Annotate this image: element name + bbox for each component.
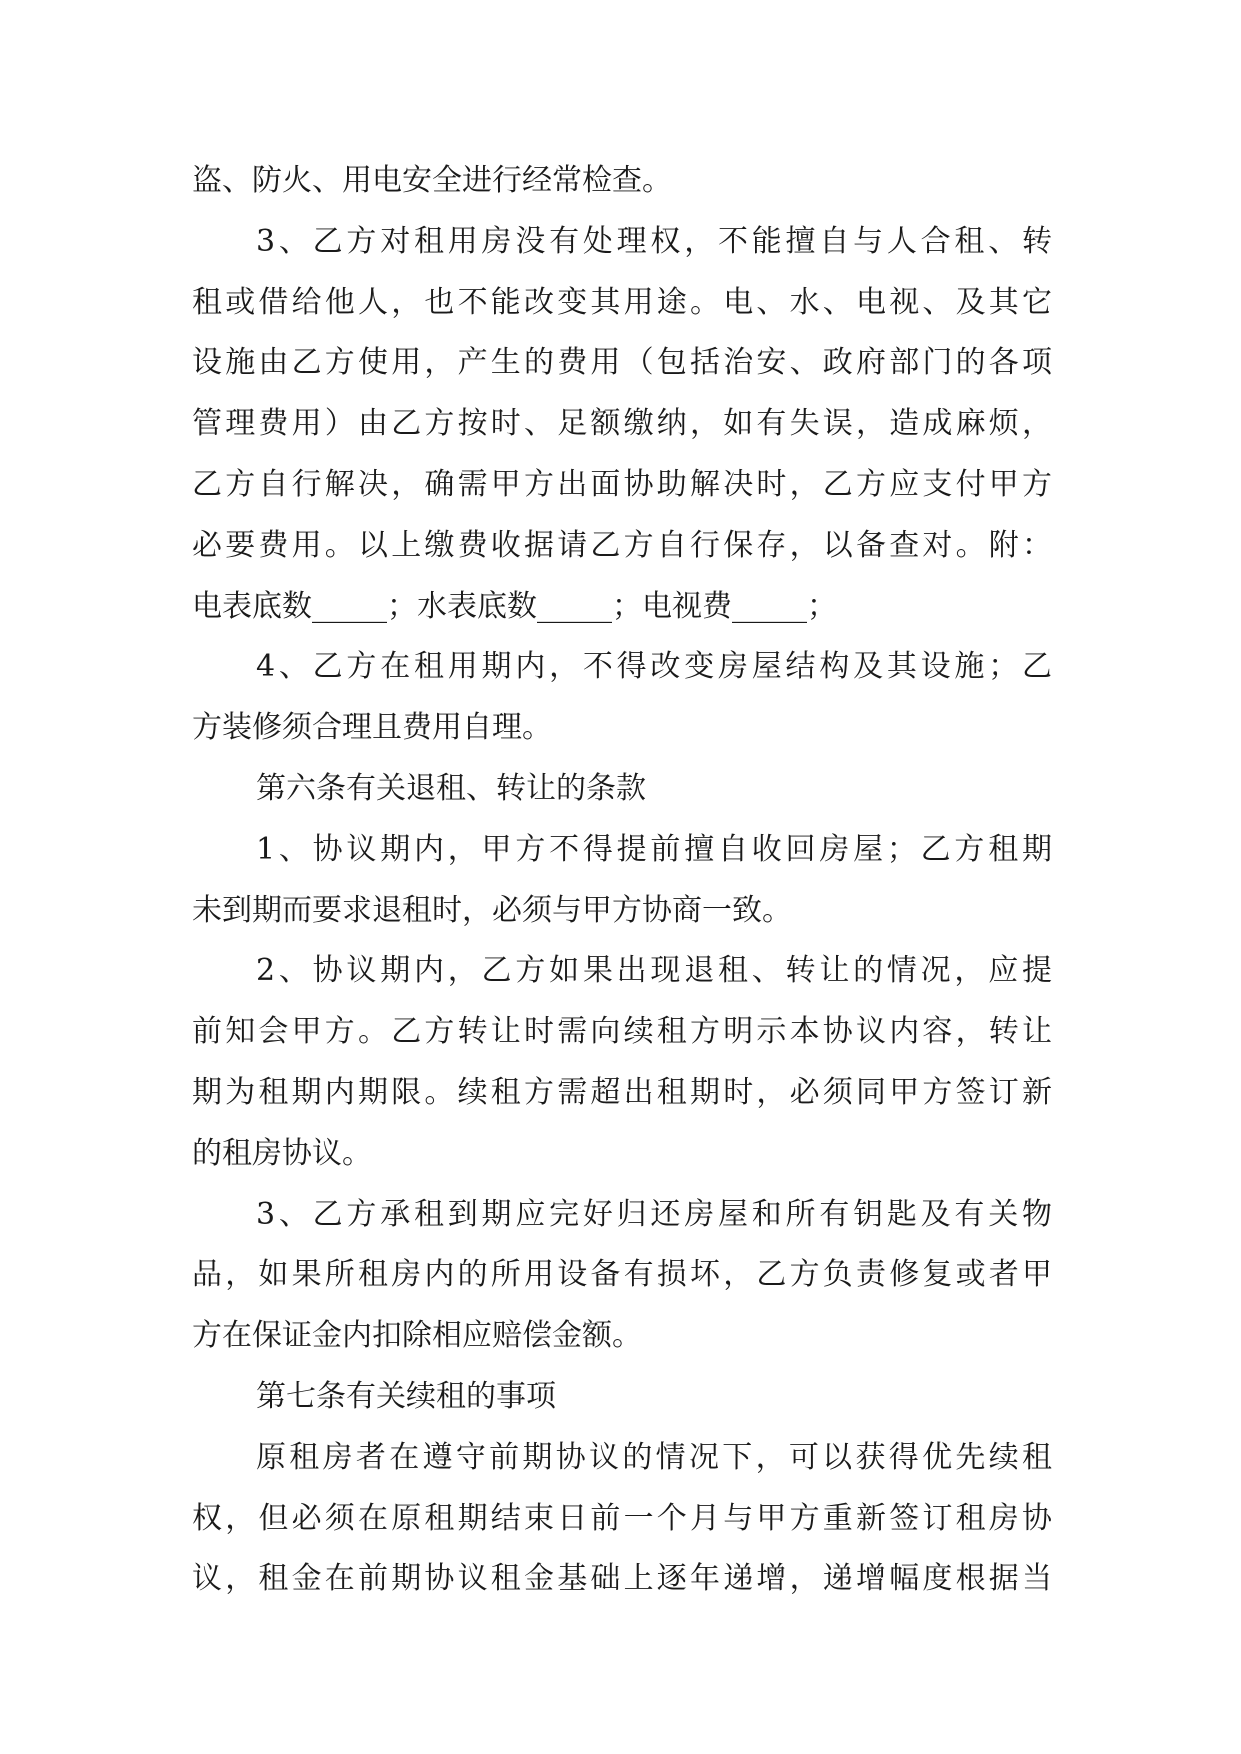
text-line: 未到期而要求退租时，必须与甲方协商一致。 — [192, 892, 792, 928]
text-line: 必要费用。以上缴费收据请乙方自行保存，以备查对。附： — [192, 527, 1052, 563]
text-line: 1、协议期内，甲方不得提前擅自收回房屋；乙方租期 — [256, 831, 1052, 867]
text-line: 期为租期内期限。续租方需超出租期时，必须同甲方签订新 — [192, 1074, 1052, 1110]
text-line: 前知会甲方。乙方转让时需向续租方明示本协议内容，转让 — [192, 1014, 1052, 1050]
text-line: 盗、防火、用电安全进行经常检查。 — [192, 163, 672, 198]
text-line: 议，租金在前期协议租金基础上逐年递增，递增幅度根据当 — [192, 1561, 1052, 1597]
text-line: 4、乙方在租用期内，不得改变房屋结构及其设施；乙 — [256, 649, 1052, 685]
text-line: 第六条有关退租、转让的条款 — [256, 770, 646, 806]
text-line: 权，但必须在原租期结束日前一个月与甲方重新签订租房协 — [192, 1500, 1052, 1536]
text-line: 3、乙方对租用房没有处理权，不能擅自与人合租、转 — [256, 223, 1052, 259]
text-line: 租或借给他人，也不能改变其用途。电、水、电视、及其它 — [192, 284, 1052, 320]
text-line: 品，如果所租房内的所用设备有损坏，乙方负责修复或者甲 — [192, 1257, 1052, 1293]
text-line: 电表底数_____；水表底数_____；电视费_____； — [192, 588, 837, 624]
document-body — [192, 151, 1052, 1610]
text-line: 设施由乙方使用，产生的费用（包括治安、政府部门的各项 — [192, 345, 1052, 381]
text-line: 的租房协议。 — [192, 1135, 372, 1171]
text-line: 乙方自行解决，确需甲方出面协助解决时，乙方应支付甲方 — [192, 466, 1052, 502]
text-line: 管理费用）由乙方按时、足额缴纳，如有失误，造成麻烦， — [192, 406, 1052, 442]
text-line: 方装修须合理且费用自理。 — [192, 710, 552, 746]
text-line: 第七条有关续租的事项 — [256, 1378, 556, 1414]
text-line: 2、协议期内，乙方如果出现退租、转让的情况，应提 — [256, 953, 1052, 989]
text-line: 方在保证金内扣除相应赔偿金额。 — [192, 1318, 642, 1354]
text-line: 原租房者在遵守前期协议的情况下，可以获得优先续租 — [256, 1439, 1052, 1475]
text-line: 3、乙方承租到期应完好归还房屋和所有钥匙及有关物 — [256, 1196, 1052, 1232]
